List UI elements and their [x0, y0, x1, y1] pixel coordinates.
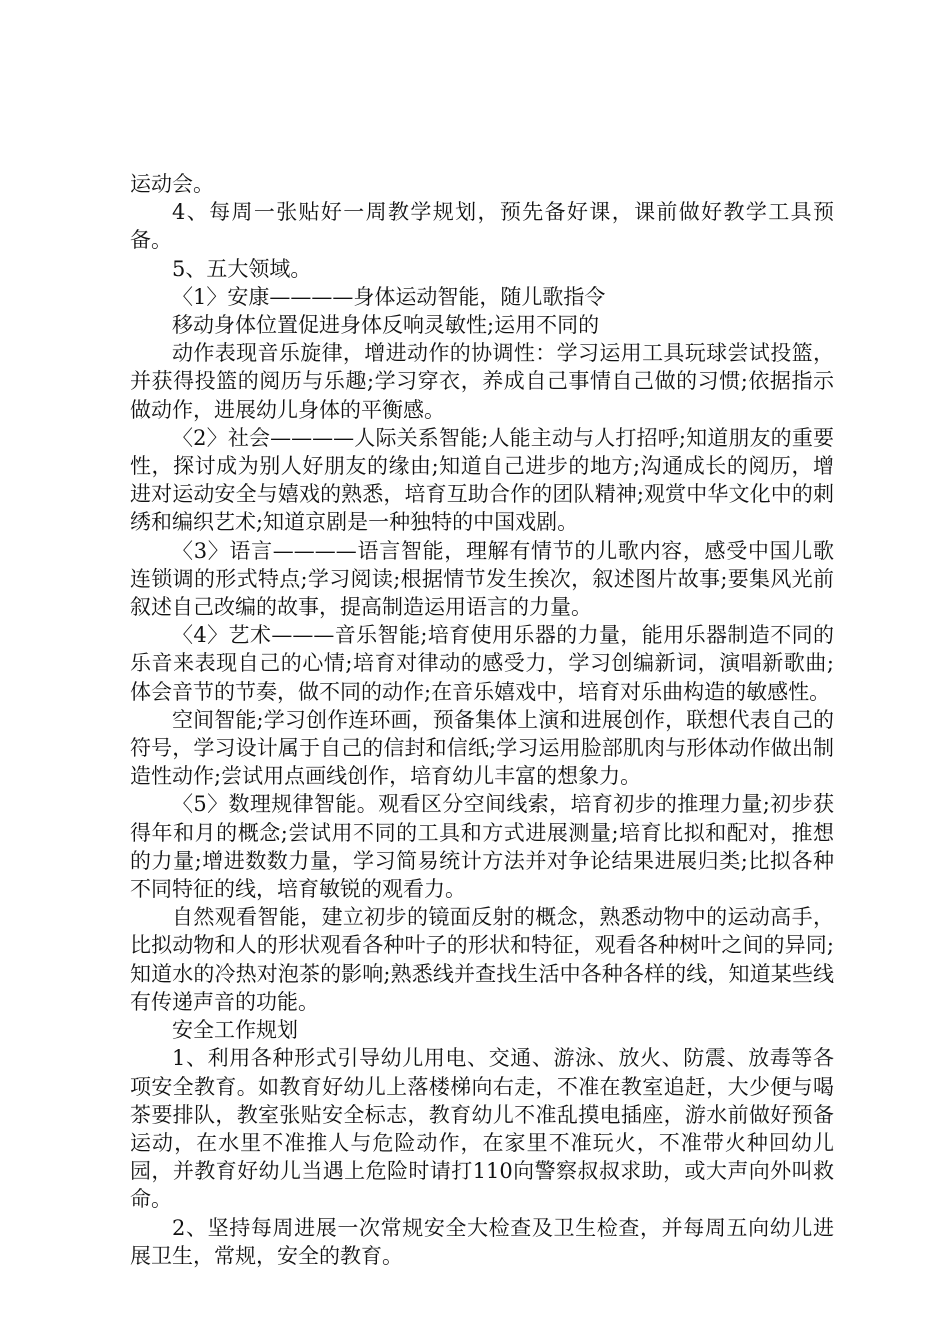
paragraph-item-4: 4、每周一张贴好一周教学规划，预先备好课，课前做好教学工具预备。 — [130, 200, 834, 253]
paragraph-nature: 自然观看智能，建立初步的镜面反射的概念，熟悉动物中的运动高手，比拟动物和人的形状观看各种叶子的形状和特征，观看各种树叶之间的异同;知道水的冷热对泡茶的影响;熟悉线并查找生活中各种各样的线，知道某些线有传递声音的功能。 — [130, 905, 834, 1014]
paragraph-spatial: 空间智能;学习创作连环画，预备集体上演和进展创作，联想代表自己的符号，学习设计属于自己的信封和信纸;学习运用脸部肌肉与形体动作做出制造性动作;尝试用点画线创作，培育幼儿丰富的想象力。 — [130, 707, 834, 789]
paragraph-health-line: 移动身体位置促进身体反响灵敏性;运用不同的 — [172, 313, 600, 338]
paragraph-health-detail: 动作表现音乐旋律，增进动作的协调性：学习运用工具玩球尝试投篮，并获得投篮的阅历与乐趣;学习穿衣，养成自己事情自己做的习惯;依据指示做动作，进展幼儿身体的平衡感。 — [130, 341, 834, 422]
document-body — [130, 170, 834, 1270]
paragraph-art: 〈4〉艺术———音乐智能;培育使用乐器的力量，能用乐器制造不同的乐音来表现自己的心情;培育对律动的感受力，学习创编新词，演唱新歌曲;体会音节的节奏，做不同的动作;在音乐嬉戏中，培育对乐曲构造的敏感性。 — [130, 623, 834, 704]
paragraph-society: 〈2〉社会————人际关系智能;人能主动与人打招呼;知道朋友的重要性，探讨成为别人好朋友的缘由;知道自己进步的地方;沟通成长的阅历，增进对运动安全与嬉戏的熟悉，培育互助合作的团队精神;观赏中华文化中的刺绣和编织艺术;知道京剧是一种独特的中国戏剧。 — [130, 425, 834, 535]
paragraph-item-5: 5、五大领域。 — [172, 256, 312, 281]
paragraph-safety-2: 2、坚持每周进展一次常规安全大检查及卫生检查，并每周五向幼儿进展卫生，常规，安全的教育。 — [130, 1215, 834, 1268]
paragraph-safety-heading: 安全工作规划 — [172, 1018, 298, 1043]
paragraph-logic-math: 〈5〉数理规律智能。观看区分空间线索，培育初步的推理力量;初步获得年和月的概念;尝试用不同的工具和方式进展测量;培育比拟和配对，推想的力量;增进数数力量，学习简易统计方法并对争论结果进展归类;比拟各种不同特征的线，培育敏锐的观看力。 — [130, 792, 834, 902]
paragraph-language: 〈3〉语言————语言智能，理解有情节的儿歌内容，感受中国儿歌连锁调的形式特点;学习阅读;根据情节发生挨次，叙述图片故事;要集风光前叙述自己改编的故事，提高制造运用语言的力量。 — [130, 538, 834, 620]
paragraph-safety-1: 1、利用各种形式引导幼儿用电、交通、游泳、放火、防震、放毒等各项安全教育。如教育好幼儿上落楼梯向右走，不准在教室追赶，大少便与喝茶要排队，教室张贴安全标志，教育幼儿不准乱摸电插座，游水前做好预备运动，在水里不准推人与危险动作，在家里不准玩火，不准带火种回幼儿园，并教育好幼儿当遇上危险时请打110向警察叔叔求助，或大声向外叫救命。 — [130, 1046, 834, 1212]
paragraph-continuation: 运动会。 — [130, 172, 214, 196]
paragraph-health-heading: 〈1〉安康————身体运动智能，随儿歌指令 — [172, 284, 606, 309]
